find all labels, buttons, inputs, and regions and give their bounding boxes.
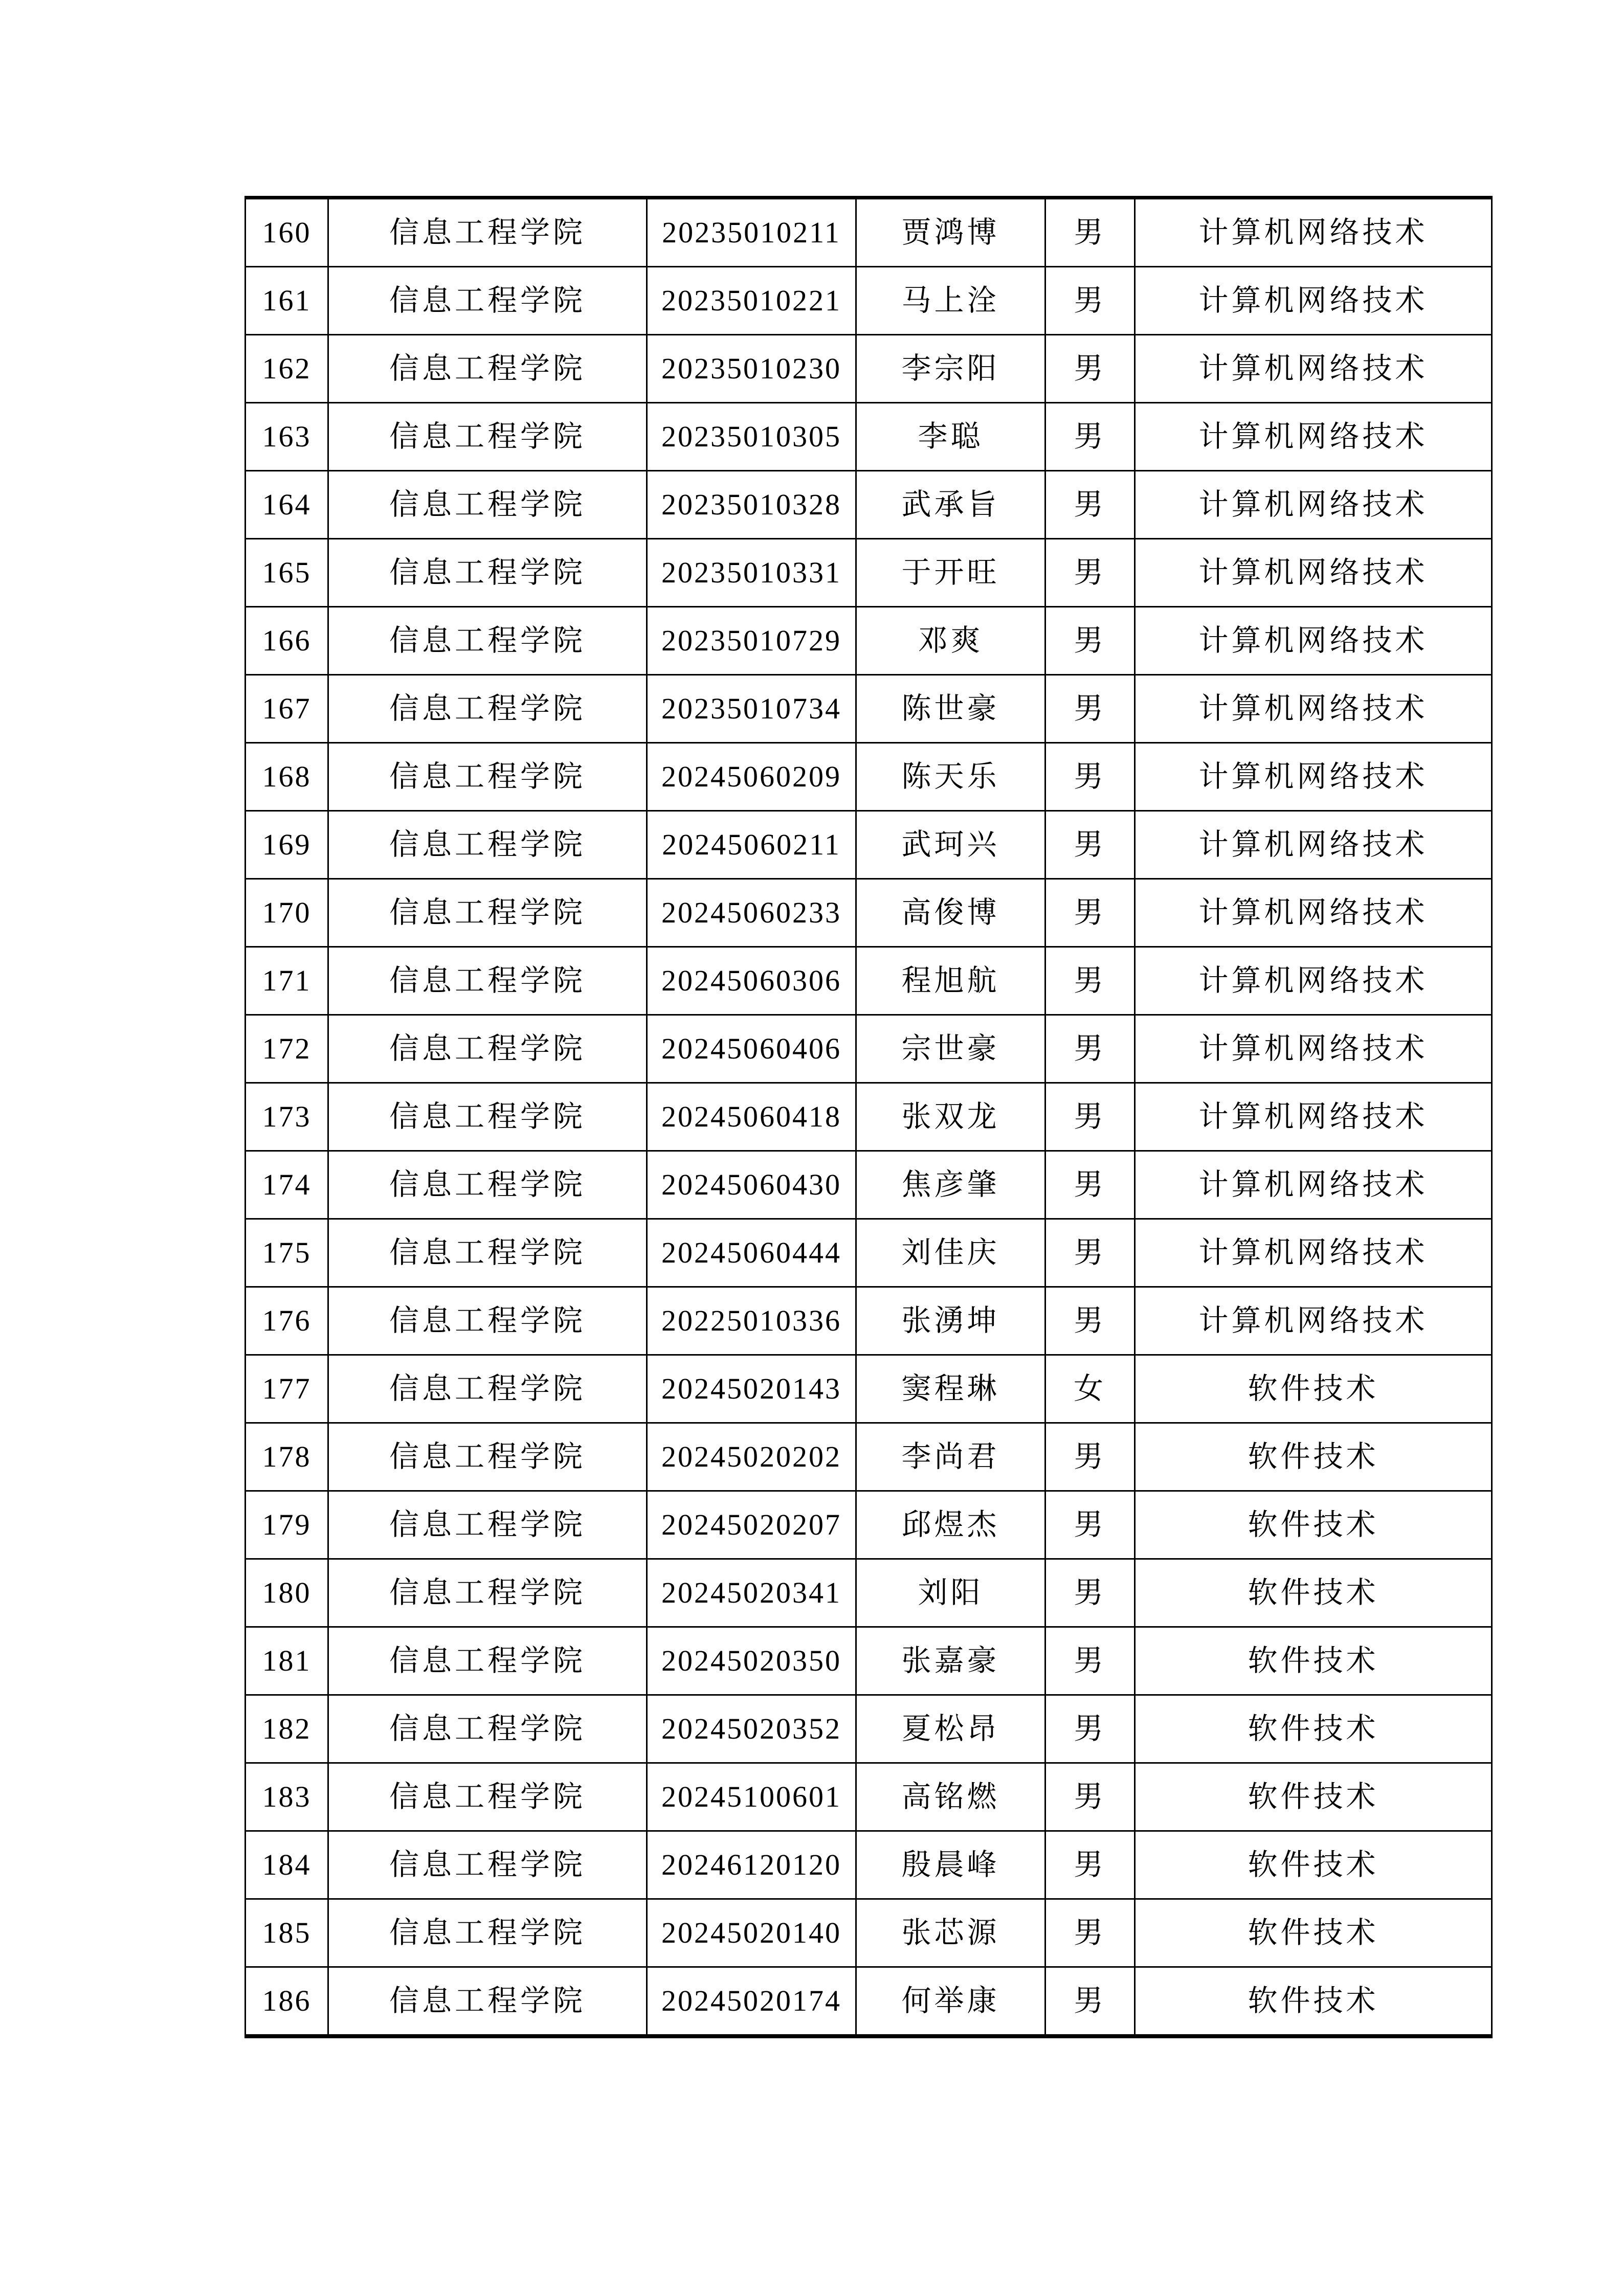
cell-college: 信息工程学院 <box>328 1015 647 1083</box>
cell-gender: 男 <box>1045 1899 1135 1967</box>
cell-name: 武承旨 <box>856 471 1045 539</box>
cell-student-id: 20245020143 <box>647 1355 856 1423</box>
cell-student-id: 20235010729 <box>647 607 856 675</box>
cell-row-index: 178 <box>246 1423 328 1491</box>
cell-student-id: 20245020174 <box>647 1967 856 2037</box>
cell-student-id: 20246120120 <box>647 1831 856 1899</box>
table-row <box>246 403 1492 471</box>
cell-college: 信息工程学院 <box>328 1695 647 1763</box>
cell-major: 软件技术 <box>1135 1831 1492 1899</box>
cell-student-id: 20245060444 <box>647 1219 856 1287</box>
cell-name: 焦彦肇 <box>856 1151 1045 1219</box>
table-row <box>246 1219 1492 1287</box>
table-row <box>246 947 1492 1015</box>
cell-gender: 男 <box>1045 947 1135 1015</box>
table-row <box>246 1151 1492 1219</box>
cell-major: 计算机网络技术 <box>1135 539 1492 607</box>
table-row <box>246 675 1492 743</box>
cell-name: 邱煜杰 <box>856 1491 1045 1559</box>
cell-major: 软件技术 <box>1135 1695 1492 1763</box>
cell-student-id: 20245060209 <box>647 743 856 811</box>
student-table <box>244 196 1493 2038</box>
cell-gender: 男 <box>1045 675 1135 743</box>
cell-row-index: 182 <box>246 1695 328 1763</box>
cell-college: 信息工程学院 <box>328 403 647 471</box>
cell-gender: 男 <box>1045 1151 1135 1219</box>
cell-row-index: 160 <box>246 198 328 267</box>
cell-major: 计算机网络技术 <box>1135 335 1492 403</box>
cell-student-id: 20235010305 <box>647 403 856 471</box>
cell-major: 计算机网络技术 <box>1135 403 1492 471</box>
cell-row-index: 185 <box>246 1899 328 1967</box>
cell-row-index: 171 <box>246 947 328 1015</box>
cell-college: 信息工程学院 <box>328 1355 647 1423</box>
cell-row-index: 164 <box>246 471 328 539</box>
cell-college: 信息工程学院 <box>328 539 647 607</box>
cell-student-id: 20235010221 <box>647 267 856 335</box>
cell-gender: 男 <box>1045 335 1135 403</box>
table-row <box>246 743 1492 811</box>
cell-name: 刘阳 <box>856 1559 1045 1627</box>
cell-name: 高俊博 <box>856 879 1045 947</box>
cell-major: 计算机网络技术 <box>1135 1083 1492 1151</box>
table-row <box>246 1015 1492 1083</box>
cell-gender: 男 <box>1045 811 1135 879</box>
cell-college: 信息工程学院 <box>328 1627 647 1695</box>
cell-major: 计算机网络技术 <box>1135 1287 1492 1355</box>
table-row <box>246 1083 1492 1151</box>
cell-row-index: 175 <box>246 1219 328 1287</box>
cell-college: 信息工程学院 <box>328 675 647 743</box>
cell-row-index: 162 <box>246 335 328 403</box>
cell-name: 李尚君 <box>856 1423 1045 1491</box>
cell-college: 信息工程学院 <box>328 1083 647 1151</box>
cell-gender: 男 <box>1045 1831 1135 1899</box>
cell-name: 邓爽 <box>856 607 1045 675</box>
cell-college: 信息工程学院 <box>328 1219 647 1287</box>
cell-major: 软件技术 <box>1135 1491 1492 1559</box>
cell-gender: 男 <box>1045 1559 1135 1627</box>
table-row <box>246 811 1492 879</box>
cell-student-id: 20245060306 <box>647 947 856 1015</box>
cell-student-id: 20235010211 <box>647 198 856 267</box>
cell-college: 信息工程学院 <box>328 1287 647 1355</box>
cell-college: 信息工程学院 <box>328 1899 647 1967</box>
cell-row-index: 170 <box>246 879 328 947</box>
cell-gender: 男 <box>1045 1015 1135 1083</box>
cell-gender: 男 <box>1045 539 1135 607</box>
cell-student-id: 20245060406 <box>647 1015 856 1083</box>
cell-row-index: 169 <box>246 811 328 879</box>
cell-name: 陈天乐 <box>856 743 1045 811</box>
table-row <box>246 1491 1492 1559</box>
cell-gender: 男 <box>1045 743 1135 811</box>
cell-student-id: 20235010328 <box>647 471 856 539</box>
cell-major: 计算机网络技术 <box>1135 879 1492 947</box>
cell-college: 信息工程学院 <box>328 1763 647 1831</box>
cell-row-index: 186 <box>246 1967 328 2037</box>
cell-college: 信息工程学院 <box>328 198 647 267</box>
cell-college: 信息工程学院 <box>328 1831 647 1899</box>
cell-major: 计算机网络技术 <box>1135 947 1492 1015</box>
table-row <box>246 1763 1492 1831</box>
cell-name: 贾鸿博 <box>856 198 1045 267</box>
table-row <box>246 1967 1492 2037</box>
cell-college: 信息工程学院 <box>328 471 647 539</box>
cell-student-id: 20225010336 <box>647 1287 856 1355</box>
cell-name: 夏松昂 <box>856 1695 1045 1763</box>
cell-major: 计算机网络技术 <box>1135 743 1492 811</box>
cell-major: 计算机网络技术 <box>1135 1015 1492 1083</box>
cell-major: 计算机网络技术 <box>1135 1219 1492 1287</box>
cell-name: 程旭航 <box>856 947 1045 1015</box>
table-row <box>246 1355 1492 1423</box>
table-row <box>246 1695 1492 1763</box>
cell-row-index: 181 <box>246 1627 328 1695</box>
table-row <box>246 267 1492 335</box>
cell-college: 信息工程学院 <box>328 743 647 811</box>
cell-gender: 男 <box>1045 1763 1135 1831</box>
cell-college: 信息工程学院 <box>328 1491 647 1559</box>
cell-major: 计算机网络技术 <box>1135 675 1492 743</box>
cell-student-id: 20245020341 <box>647 1559 856 1627</box>
cell-major: 计算机网络技术 <box>1135 471 1492 539</box>
cell-name: 高铭燃 <box>856 1763 1045 1831</box>
cell-row-index: 165 <box>246 539 328 607</box>
cell-major: 计算机网络技术 <box>1135 267 1492 335</box>
cell-major: 软件技术 <box>1135 1355 1492 1423</box>
cell-college: 信息工程学院 <box>328 947 647 1015</box>
table-row <box>246 1287 1492 1355</box>
cell-college: 信息工程学院 <box>328 1967 647 2037</box>
cell-name: 武珂兴 <box>856 811 1045 879</box>
cell-college: 信息工程学院 <box>328 1559 647 1627</box>
cell-name: 宗世豪 <box>856 1015 1045 1083</box>
cell-student-id: 20245020352 <box>647 1695 856 1763</box>
cell-name: 张嘉豪 <box>856 1627 1045 1695</box>
cell-gender: 男 <box>1045 1219 1135 1287</box>
cell-college: 信息工程学院 <box>328 335 647 403</box>
cell-gender: 男 <box>1045 1491 1135 1559</box>
cell-name: 张芯源 <box>856 1899 1045 1967</box>
cell-major: 计算机网络技术 <box>1135 811 1492 879</box>
cell-gender: 男 <box>1045 471 1135 539</box>
cell-name: 陈世豪 <box>856 675 1045 743</box>
cell-major: 软件技术 <box>1135 1423 1492 1491</box>
cell-gender: 男 <box>1045 1695 1135 1763</box>
table-row <box>246 879 1492 947</box>
cell-college: 信息工程学院 <box>328 1151 647 1219</box>
student-table-body <box>246 198 1492 2037</box>
cell-student-id: 20245060430 <box>647 1151 856 1219</box>
cell-major: 软件技术 <box>1135 1763 1492 1831</box>
cell-name: 马上洤 <box>856 267 1045 335</box>
cell-gender: 女 <box>1045 1355 1135 1423</box>
table-row <box>246 471 1492 539</box>
cell-major: 计算机网络技术 <box>1135 198 1492 267</box>
cell-row-index: 174 <box>246 1151 328 1219</box>
table-row <box>246 539 1492 607</box>
cell-college: 信息工程学院 <box>328 1423 647 1491</box>
cell-student-id: 20245020202 <box>647 1423 856 1491</box>
cell-name: 于开旺 <box>856 539 1045 607</box>
cell-major: 计算机网络技术 <box>1135 607 1492 675</box>
cell-major: 计算机网络技术 <box>1135 1151 1492 1219</box>
cell-student-id: 20245020207 <box>647 1491 856 1559</box>
cell-student-id: 20245060211 <box>647 811 856 879</box>
cell-row-index: 167 <box>246 675 328 743</box>
table-row <box>246 1423 1492 1491</box>
cell-gender: 男 <box>1045 1423 1135 1491</box>
cell-student-id: 20245020140 <box>647 1899 856 1967</box>
cell-row-index: 180 <box>246 1559 328 1627</box>
table-row <box>246 198 1492 267</box>
cell-college: 信息工程学院 <box>328 879 647 947</box>
cell-row-index: 168 <box>246 743 328 811</box>
cell-gender: 男 <box>1045 1967 1135 2037</box>
cell-row-index: 183 <box>246 1763 328 1831</box>
table-row <box>246 607 1492 675</box>
cell-name: 殷晨峰 <box>856 1831 1045 1899</box>
cell-gender: 男 <box>1045 198 1135 267</box>
cell-major: 软件技术 <box>1135 1627 1492 1695</box>
cell-college: 信息工程学院 <box>328 811 647 879</box>
cell-row-index: 177 <box>246 1355 328 1423</box>
cell-gender: 男 <box>1045 1083 1135 1151</box>
cell-gender: 男 <box>1045 879 1135 947</box>
cell-major: 软件技术 <box>1135 1559 1492 1627</box>
cell-major: 软件技术 <box>1135 1967 1492 2037</box>
cell-row-index: 163 <box>246 403 328 471</box>
table-row <box>246 1831 1492 1899</box>
cell-name: 刘佳庆 <box>856 1219 1045 1287</box>
table-row <box>246 1627 1492 1695</box>
table-row <box>246 1899 1492 1967</box>
cell-row-index: 173 <box>246 1083 328 1151</box>
cell-student-id: 20235010331 <box>647 539 856 607</box>
cell-student-id: 20245060418 <box>647 1083 856 1151</box>
cell-student-id: 20245100601 <box>647 1763 856 1831</box>
cell-college: 信息工程学院 <box>328 607 647 675</box>
cell-gender: 男 <box>1045 403 1135 471</box>
cell-major: 软件技术 <box>1135 1899 1492 1967</box>
cell-student-id: 20235010230 <box>647 335 856 403</box>
cell-student-id: 20245060233 <box>647 879 856 947</box>
cell-row-index: 172 <box>246 1015 328 1083</box>
cell-row-index: 176 <box>246 1287 328 1355</box>
table-row <box>246 335 1492 403</box>
cell-gender: 男 <box>1045 1287 1135 1355</box>
cell-row-index: 179 <box>246 1491 328 1559</box>
cell-college: 信息工程学院 <box>328 267 647 335</box>
cell-row-index: 184 <box>246 1831 328 1899</box>
cell-gender: 男 <box>1045 267 1135 335</box>
table-row <box>246 1559 1492 1627</box>
cell-name: 李宗阳 <box>856 335 1045 403</box>
cell-name: 何举康 <box>856 1967 1045 2037</box>
cell-row-index: 166 <box>246 607 328 675</box>
cell-name: 窦程琳 <box>856 1355 1045 1423</box>
cell-row-index: 161 <box>246 267 328 335</box>
cell-name: 张湧坤 <box>856 1287 1045 1355</box>
cell-name: 李聪 <box>856 403 1045 471</box>
cell-student-id: 20245020350 <box>647 1627 856 1695</box>
cell-student-id: 20235010734 <box>647 675 856 743</box>
cell-name: 张双龙 <box>856 1083 1045 1151</box>
cell-gender: 男 <box>1045 1627 1135 1695</box>
cell-gender: 男 <box>1045 607 1135 675</box>
